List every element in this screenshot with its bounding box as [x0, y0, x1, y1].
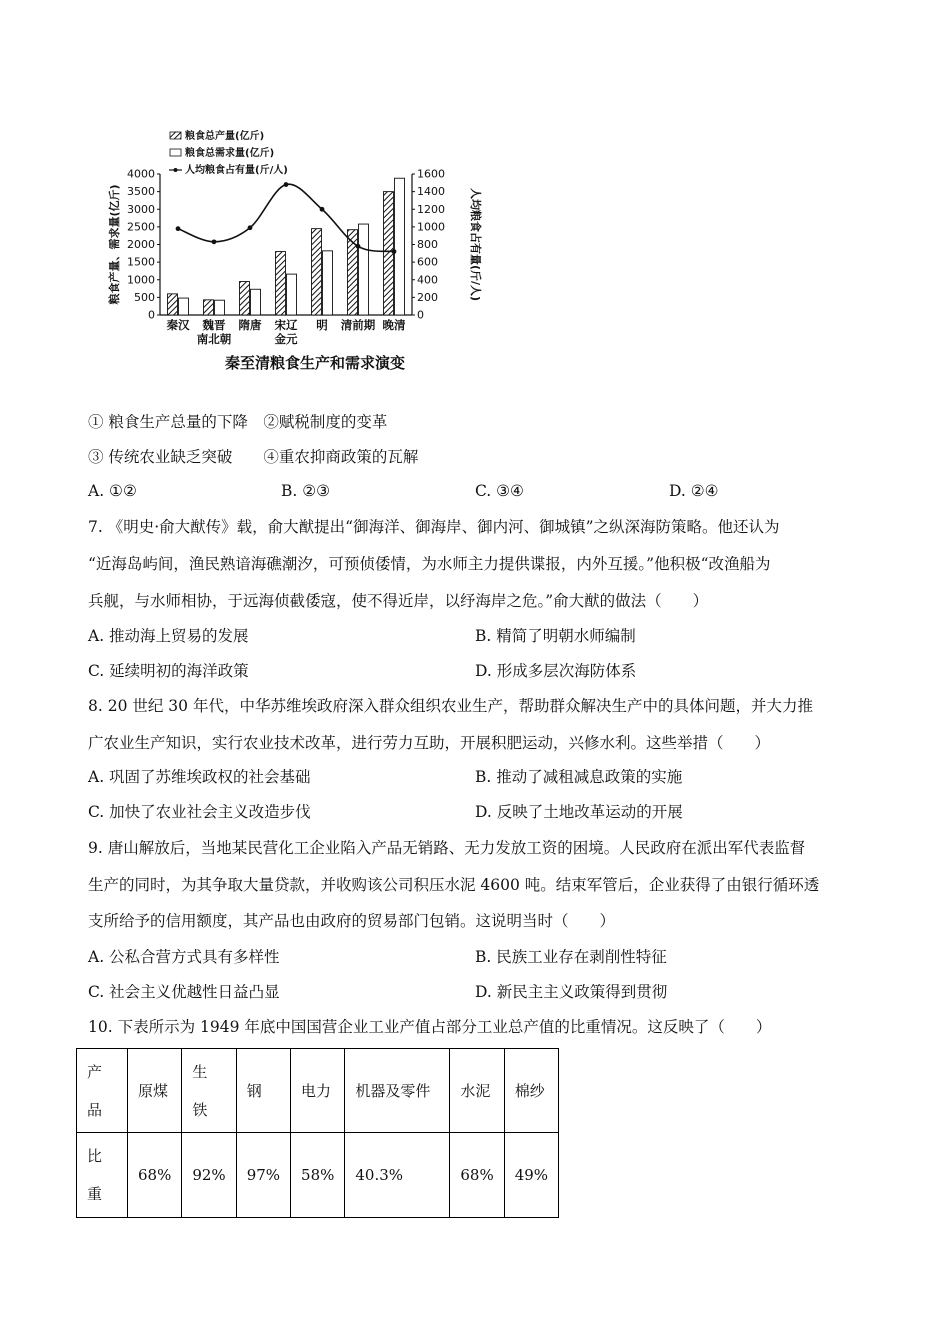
per-capita-point: [320, 207, 325, 212]
q7-option-c[interactable]: C. 延续明初的海洋政策: [88, 662, 249, 680]
table-row: [77, 1133, 559, 1218]
y-left-tick-label: 1500: [127, 255, 155, 269]
q7-option-a[interactable]: A. 推动海上贸易的发展: [88, 627, 249, 645]
x-tick-label: 秦汉: [166, 318, 190, 332]
header-cell-product: 产 品: [77, 1049, 128, 1133]
x-tick-label: 南北朝: [196, 332, 232, 346]
x-tick-label: 宋辽: [274, 318, 298, 332]
y-right-axis-label: 人均粮食占有量(斤/人): [469, 187, 482, 302]
q6-option-a[interactable]: A. ①②: [88, 482, 137, 500]
header-cell-cotton-yarn: 棉纱: [504, 1049, 558, 1133]
y-left-tick-label: 1000: [127, 273, 155, 287]
bar-production: [312, 229, 322, 315]
q8-option-d[interactable]: D. 反映了土地改革运动的开展: [475, 803, 683, 821]
q6-items-line2: ③ 传统农业缺乏突破 ④重农抑商政策的瓦解: [88, 448, 419, 466]
per-capita-point: [176, 226, 181, 231]
y-left-tick-label: 0: [148, 308, 155, 322]
legend-swatch-demand: [170, 149, 181, 156]
cell-steel: 97%: [236, 1133, 290, 1218]
x-tick-label: 晚清: [382, 318, 406, 332]
chart-axes: [107, 168, 483, 347]
header-cell-machinery: 机器及零件: [345, 1049, 450, 1133]
x-tick-label: 金元: [274, 332, 298, 346]
header-cell-cement: 水泥: [450, 1049, 504, 1133]
cell-power: 58%: [291, 1133, 345, 1218]
q6-option-d[interactable]: D. ②④: [669, 482, 719, 500]
bar-demand: [323, 251, 333, 315]
q9-option-b[interactable]: B. 民族工业存在剥削性特征: [475, 948, 667, 966]
y-left-tick-label: 500: [134, 290, 155, 304]
q7-stem-line2: “近海岛屿间，渔民熟谙海礁潮汐，可预侦倭情，为水师主力提供谍报，内外互援。”他积极“改渔船为: [88, 555, 771, 573]
y-right-tick-label: 1200: [417, 202, 445, 216]
per-capita-point: [284, 182, 289, 187]
q7-option-d[interactable]: D. 形成多层次海防体系: [475, 662, 637, 680]
q9-stem-line3: 支所给予的信用额度，其产品也由政府的贸易部门包销。这说明当时（ ）: [88, 912, 616, 930]
y-left-tick-label: 3500: [127, 185, 155, 199]
cell-cotton-yarn: 49%: [504, 1133, 558, 1218]
bar-demand: [359, 224, 369, 315]
legend-label-demand: 粮食总需求量(亿斤): [185, 148, 275, 159]
bar-production: [240, 282, 250, 315]
cell-coal: 68%: [128, 1133, 182, 1218]
x-tick-label: 隋唐: [238, 318, 262, 332]
y-left-axis-label: 粮食产量、需求量(亿斤): [108, 184, 121, 305]
y-right-tick-label: 200: [417, 290, 438, 304]
y-left-tick-label: 4000: [127, 167, 155, 181]
y-right-tick-label: 800: [417, 238, 438, 251]
legend-swatch-production: [170, 132, 181, 139]
y-right-tick-label: 400: [417, 273, 438, 287]
header-cell-power: 电力: [291, 1049, 345, 1133]
q9-stem-line1: 9. 唐山解放后，当地某民营化工企业陷入产品无销路、无力发放工资的困境。人民政府在派出军代表监督: [88, 839, 806, 857]
q7-option-b[interactable]: B. 精简了明朝水师编制: [475, 627, 636, 645]
per-capita-point: [392, 249, 397, 254]
chart-title: 秦至清粮食生产和需求演变: [224, 354, 406, 372]
row-label-proportion: 比 重: [77, 1133, 128, 1218]
bar-demand: [287, 274, 297, 315]
y-right-tick-label: 1000: [417, 220, 445, 234]
x-tick-label: 清前期: [340, 318, 376, 332]
legend-label-per-capita: 人均粮食占有量(斤/人): [185, 165, 288, 176]
x-tick-label: 魏晋: [202, 318, 226, 332]
q6-items-line1: ① 粮食生产总量的下降 ②赋税制度的变革: [88, 413, 388, 431]
q8-option-c[interactable]: C. 加快了农业社会主义改造步伐: [88, 803, 311, 821]
bar-production: [384, 192, 394, 315]
bar-demand: [395, 178, 405, 315]
y-right-tick-label: 600: [417, 255, 438, 269]
cell-machinery: 40.3%: [345, 1133, 450, 1218]
bar-production: [276, 252, 286, 315]
bar-demand: [215, 300, 225, 315]
y-right-tick-label: 1600: [417, 167, 445, 181]
q7-stem-line1: 7. 《明史·俞大猷传》载，俞大猷提出“御海洋、御海岸、御内河、御城镇”之纵深海防策略。他还认为: [88, 518, 780, 536]
per-capita-point: [248, 225, 253, 230]
y-right-tick-label: 1400: [417, 185, 445, 199]
y-right-tick-label: 0: [417, 308, 424, 322]
bar-demand: [251, 289, 261, 315]
y-left-tick-label: 2000: [127, 238, 155, 251]
grain-chart: [100, 122, 500, 374]
x-tick-label: 明: [316, 318, 328, 332]
header-cell-steel: 钢: [236, 1049, 290, 1133]
q10-stem: 10. 下表所示为 1949 年底中国国营企业工业产值占部分工业总产值的比重情况。这反映了（ ）: [88, 1018, 772, 1036]
q8-stem-line1: 8. 20 世纪 30 年代，中华苏维埃政府深入群众组织农业生产，帮助群众解决生产中的具体问题，并大力推: [88, 697, 813, 715]
chart-legend: [169, 129, 288, 176]
per-capita-point: [356, 244, 361, 249]
cell-cement: 68%: [450, 1133, 504, 1218]
q9-option-a[interactable]: A. 公私合营方式具有多样性: [88, 948, 280, 966]
q8-option-b[interactable]: B. 推动了减租减息政策的实施: [475, 768, 683, 786]
y-left-tick-label: 3000: [127, 202, 155, 216]
q9-stem-line2: 生产的同时，为其争取大量贷款，并收购该公司积压水泥 4600 吨。结束军管后，企业获得了由银行循环透: [88, 876, 820, 894]
q9-option-c[interactable]: C. 社会主义优越性日益凸显: [88, 983, 280, 1001]
q8-option-a[interactable]: A. 巩固了苏维埃政权的社会基础: [88, 768, 311, 786]
q6-option-b[interactable]: B. ②③: [281, 482, 331, 500]
legend-marker-per-capita: [174, 168, 178, 172]
header-cell-coal: 原煤: [128, 1049, 182, 1133]
per-capita-point: [212, 239, 217, 244]
legend-label-production: 粮食总产量(亿斤): [185, 131, 265, 142]
q7-stem-line3: 兵舰，与水师相协，于远海侦截倭寇，使不得近岸，以纾海岸之危。”俞大猷的做法（ ）: [88, 592, 709, 610]
bar-production: [204, 300, 214, 315]
header-cell-pig-iron: 生 铁: [182, 1049, 236, 1133]
y-left-tick-label: 2500: [127, 220, 155, 234]
cell-pig-iron: 92%: [182, 1133, 236, 1218]
q6-option-c[interactable]: C. ③④: [475, 482, 524, 500]
q9-option-d[interactable]: D. 新民主主义政策得到贯彻: [475, 983, 668, 1001]
table-header-row: [77, 1049, 559, 1133]
q8-stem-line2: 广农业生产知识，实行农业技术改革，进行劳力互助，开展积肥运动，兴修水利。这些举措（ ）: [88, 734, 771, 752]
q10-table: [76, 1048, 559, 1218]
chart-bars: [168, 178, 405, 315]
bar-production: [168, 294, 178, 315]
grain-chart-svg: [100, 122, 500, 374]
bar-demand: [179, 298, 189, 315]
